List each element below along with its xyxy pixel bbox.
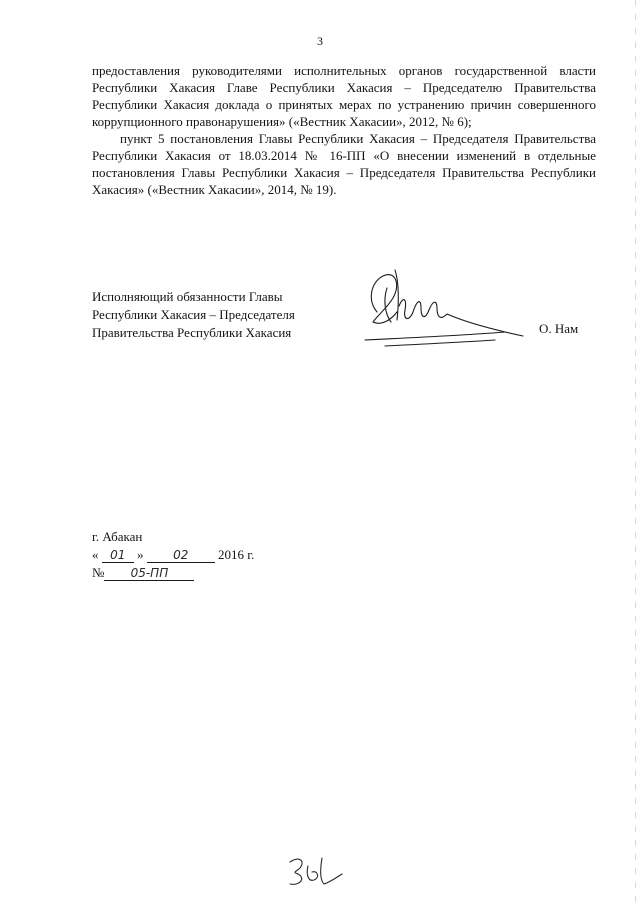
paragraph-item-5: пункт 5 постановления Главы Республики Хакасия – Председателя Правительства Республики Хакасия от 18.03.2014 № 16-ПП «О внесении изменений в отдельные постановления Главы Республики Хакасия – Председателя Правительства Республики Хакасия» («Вестник Хакасии», 2014, № 19).: [92, 131, 596, 197]
date-month: 02: [147, 548, 215, 563]
number-prefix: №: [92, 565, 105, 580]
place-date-block: [92, 528, 254, 582]
scan-edge: [635, 0, 636, 905]
date-row: [92, 546, 254, 564]
date-close-quote: »: [137, 547, 144, 562]
date-open-quote: «: [92, 547, 99, 562]
paragraph-continuation: предоставления руководителями исполнительных органов государственной власти Республики Хакасия Главе Республики Хакасия – Председателю Правительства Республики Хакасия доклада о принятых мерах по устранению причин совершенного коррупционного правонарушения» («Вестник Хакасии», 2012, № 6);: [92, 63, 596, 129]
handwritten-signature: [355, 262, 530, 352]
document-body: [92, 62, 596, 198]
position-line-1: Исполняющий обязанности Главы: [92, 289, 283, 304]
position-line-3: Правительства Республики Хакасия: [92, 325, 292, 340]
page-number: 3: [317, 34, 323, 48]
signatory-name: О. Нам: [539, 321, 579, 336]
position-line-2: Республики Хакасия – Председателя: [92, 307, 295, 322]
date-year: 2016 г.: [218, 547, 255, 562]
handwritten-initials: [278, 852, 348, 890]
date-day: 01: [102, 548, 134, 563]
place-row: г. Абакан: [92, 529, 143, 544]
document-number: 05-ПП: [104, 566, 194, 581]
signatory-position: [92, 288, 295, 342]
number-row: [92, 564, 254, 582]
